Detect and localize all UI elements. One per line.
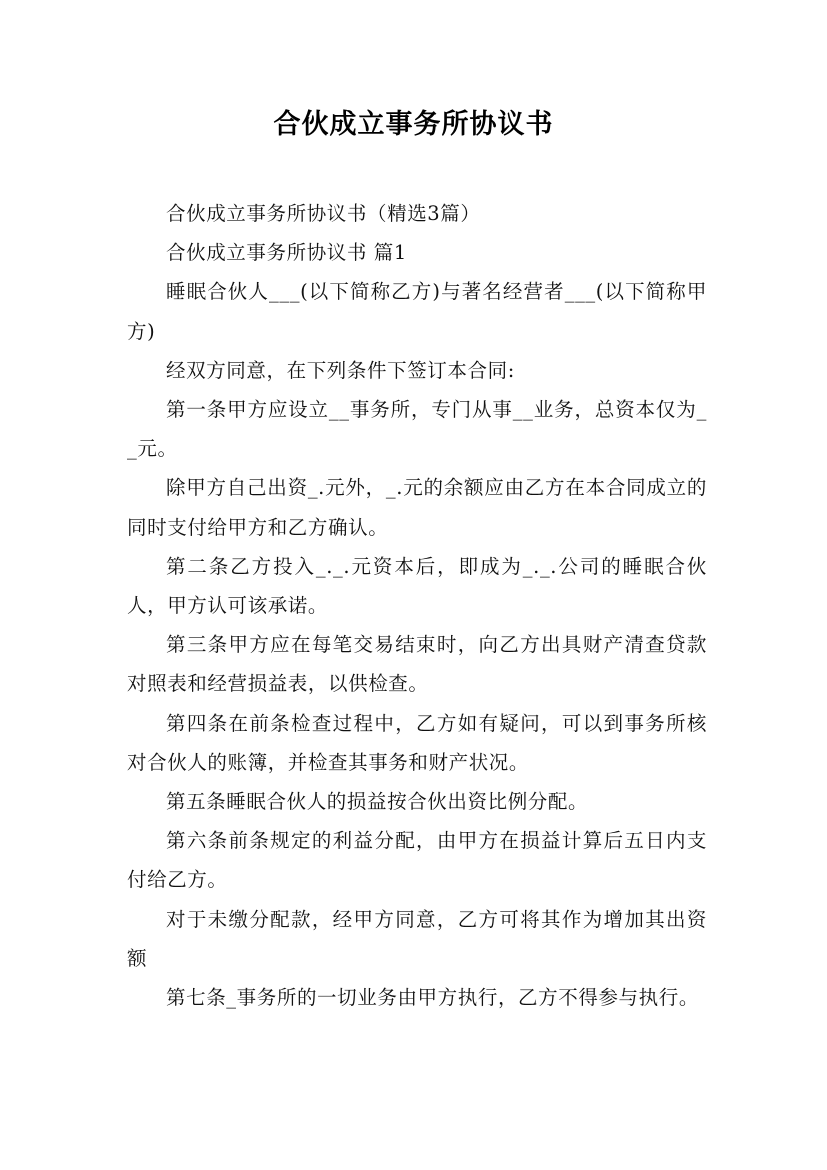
paragraph: 第三条甲方应在每笔交易结束时，向乙方出具财产清查贷款对照表和经营损益表，以供检查。: [127, 633, 707, 696]
paragraph: 第五条睡眠合伙人的损益按合伙出资比例分配。: [166, 790, 589, 814]
paragraph: 除甲方自己出资_.元外，_.元的余额应由乙方在本合同成立的同时支付给甲方和乙方确认。: [127, 476, 707, 539]
paragraph: 第一条甲方应设立__事务所，专门从事__业务，总资本仅为__元。: [127, 398, 707, 461]
document-body: [127, 194, 707, 1017]
paragraph: 合伙成立事务所协议书 篇1: [166, 241, 407, 265]
paragraph: 第六条前条规定的利益分配，由甲方在损益计算后五日内支付给乙方。: [127, 829, 707, 892]
paragraph: 合伙成立事务所协议书（精选3篇）: [166, 202, 481, 225]
paragraph: 第二条乙方投入_._.元资本后，即成为_._.公司的睡眠合伙人，甲方认可该承诺。: [127, 554, 707, 618]
paragraph: 睡眠合伙人___(以下简称乙方)与著名经营者___(以下简称甲方): [127, 280, 707, 343]
paragraph: 经双方同意，在下列条件下签订本合同:: [166, 358, 515, 382]
paragraph: 第七条_事务所的一切业务由甲方执行，乙方不得参与执行。: [166, 986, 699, 1010]
paragraph: 对于未缴分配款，经甲方同意，乙方可将其作为增加其出资额: [127, 907, 707, 970]
document-title: 合伙成立事务所协议书: [273, 109, 554, 140]
paragraph: 第四条在前条检查过程中，乙方如有疑问，可以到事务所核对合伙人的账簿，并检查其事务和财产状况。: [127, 711, 707, 774]
